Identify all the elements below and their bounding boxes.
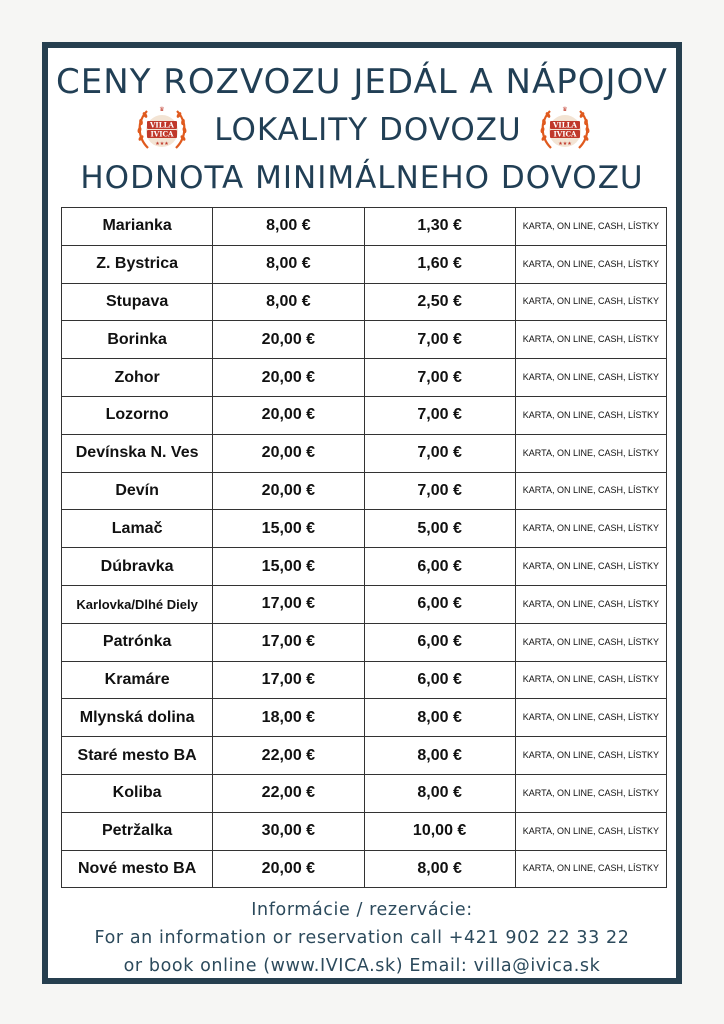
table-row bbox=[62, 510, 667, 548]
location-cell: Devínska N. Ves bbox=[62, 434, 213, 472]
payment-methods-cell: KARTA, ON LINE, CASH, LÍSTKY bbox=[515, 548, 666, 586]
delivery-fee-cell: 6,00 € bbox=[364, 623, 515, 661]
price-sheet bbox=[42, 42, 682, 984]
minimum-order-cell: 20,00 € bbox=[213, 321, 364, 359]
minimum-order-cell: 22,00 € bbox=[213, 737, 364, 775]
location-cell: Marianka bbox=[62, 208, 213, 246]
minimum-order-cell: 30,00 € bbox=[213, 812, 364, 850]
location-cell: Stupava bbox=[62, 283, 213, 321]
delivery-fee-cell: 8,00 € bbox=[364, 850, 515, 888]
payment-methods-cell: KARTA, ON LINE, CASH, LÍSTKY bbox=[515, 434, 666, 472]
payment-methods-cell: KARTA, ON LINE, CASH, LÍSTKY bbox=[515, 208, 666, 246]
payment-methods-cell: KARTA, ON LINE, CASH, LÍSTKY bbox=[515, 737, 666, 775]
title-minimum-order: HODNOTA MINIMÁLNEHO DOVOZU bbox=[80, 160, 644, 196]
table-row bbox=[62, 245, 667, 283]
logo-stars: ★★★ bbox=[558, 141, 572, 147]
minimum-order-cell: 15,00 € bbox=[213, 510, 364, 548]
table-row bbox=[62, 699, 667, 737]
delivery-fee-cell: 7,00 € bbox=[364, 321, 515, 359]
table-row bbox=[62, 661, 667, 699]
payment-methods-cell: KARTA, ON LINE, CASH, LÍSTKY bbox=[515, 472, 666, 510]
minimum-order-cell: 8,00 € bbox=[213, 208, 364, 246]
logo-word-ivica: IVICA bbox=[553, 129, 577, 139]
delivery-price-table bbox=[61, 207, 667, 888]
payment-methods-cell: KARTA, ON LINE, CASH, LÍSTKY bbox=[515, 661, 666, 699]
location-cell: Karlovka/Dlhé Diely bbox=[62, 585, 213, 623]
logo-word-villa: VILLA bbox=[553, 120, 577, 130]
table-row bbox=[62, 434, 667, 472]
table-row bbox=[62, 548, 667, 586]
table-row bbox=[62, 359, 667, 397]
logo-word-villa: VILLA bbox=[150, 120, 174, 130]
payment-methods-cell: KARTA, ON LINE, CASH, LÍSTKY bbox=[515, 283, 666, 321]
delivery-fee-cell: 1,60 € bbox=[364, 245, 515, 283]
table-row bbox=[62, 396, 667, 434]
table-row bbox=[62, 774, 667, 812]
table-row bbox=[62, 850, 667, 888]
delivery-fee-cell: 7,00 € bbox=[364, 359, 515, 397]
location-cell: Devín bbox=[62, 472, 213, 510]
minimum-order-cell: 22,00 € bbox=[213, 774, 364, 812]
minimum-order-cell: 17,00 € bbox=[213, 623, 364, 661]
delivery-fee-cell: 8,00 € bbox=[364, 737, 515, 775]
delivery-fee-cell: 5,00 € bbox=[364, 510, 515, 548]
payment-methods-cell: KARTA, ON LINE, CASH, LÍSTKY bbox=[515, 812, 666, 850]
payment-methods-cell: KARTA, ON LINE, CASH, LÍSTKY bbox=[515, 396, 666, 434]
minimum-order-cell: 8,00 € bbox=[213, 245, 364, 283]
table-row bbox=[62, 737, 667, 775]
title-delivery-prices: CENY ROZVOZU JEDÁL A NÁPOJOV bbox=[56, 62, 668, 102]
minimum-order-cell: 20,00 € bbox=[213, 850, 364, 888]
delivery-fee-cell: 6,00 € bbox=[364, 548, 515, 586]
table-row bbox=[62, 812, 667, 850]
footer-phone-line: For an information or reservation call +421 902 22 33 22 bbox=[94, 928, 630, 948]
minimum-order-cell: 20,00 € bbox=[213, 359, 364, 397]
villa-ivica-logo-left bbox=[135, 104, 189, 158]
villa-ivica-logo-right bbox=[538, 104, 592, 158]
table-row bbox=[62, 208, 667, 246]
delivery-fee-cell: 6,00 € bbox=[364, 585, 515, 623]
minimum-order-cell: 17,00 € bbox=[213, 585, 364, 623]
location-cell: Lamač bbox=[62, 510, 213, 548]
payment-methods-cell: KARTA, ON LINE, CASH, LÍSTKY bbox=[515, 359, 666, 397]
logo-word-ivica: IVICA bbox=[150, 129, 174, 139]
payment-methods-cell: KARTA, ON LINE, CASH, LÍSTKY bbox=[515, 245, 666, 283]
minimum-order-cell: 18,00 € bbox=[213, 699, 364, 737]
location-cell: Borinka bbox=[62, 321, 213, 359]
location-cell: Kramáre bbox=[62, 661, 213, 699]
table-row bbox=[62, 472, 667, 510]
payment-methods-cell: KARTA, ON LINE, CASH, LÍSTKY bbox=[515, 510, 666, 548]
payment-methods-cell: KARTA, ON LINE, CASH, LÍSTKY bbox=[515, 623, 666, 661]
location-cell: Mlynská dolina bbox=[62, 699, 213, 737]
location-cell: Dúbravka bbox=[62, 548, 213, 586]
location-cell: Staré mesto BA bbox=[62, 737, 213, 775]
delivery-fee-cell: 1,30 € bbox=[364, 208, 515, 246]
table-row bbox=[62, 623, 667, 661]
minimum-order-cell: 17,00 € bbox=[213, 661, 364, 699]
minimum-order-cell: 15,00 € bbox=[213, 548, 364, 586]
minimum-order-cell: 8,00 € bbox=[213, 283, 364, 321]
payment-methods-cell: KARTA, ON LINE, CASH, LÍSTKY bbox=[515, 321, 666, 359]
logo-stars: ★★★ bbox=[155, 141, 169, 147]
location-cell: Patrónka bbox=[62, 623, 213, 661]
delivery-fee-cell: 8,00 € bbox=[364, 774, 515, 812]
delivery-fee-cell: 8,00 € bbox=[364, 699, 515, 737]
svg-text:♛: ♛ bbox=[562, 106, 568, 113]
table-row bbox=[62, 283, 667, 321]
delivery-fee-cell: 10,00 € bbox=[364, 812, 515, 850]
table-row bbox=[62, 321, 667, 359]
footer-online-email-line: or book online (www.IVICA.sk) Email: villa@ivica.sk bbox=[123, 956, 601, 976]
table-row bbox=[62, 585, 667, 623]
minimum-order-cell: 20,00 € bbox=[213, 434, 364, 472]
location-cell: Lozorno bbox=[62, 396, 213, 434]
title-delivery-locations: LOKALITY DOVOZU bbox=[214, 112, 522, 148]
location-cell: Zohor bbox=[62, 359, 213, 397]
delivery-fee-cell: 7,00 € bbox=[364, 396, 515, 434]
location-cell: Z. Bystrica bbox=[62, 245, 213, 283]
footer-info-heading: Informácie / rezervácie: bbox=[251, 900, 473, 920]
delivery-fee-cell: 6,00 € bbox=[364, 661, 515, 699]
location-cell: Petržalka bbox=[62, 812, 213, 850]
svg-text:♛: ♛ bbox=[159, 106, 165, 113]
delivery-fee-cell: 7,00 € bbox=[364, 434, 515, 472]
delivery-fee-cell: 2,50 € bbox=[364, 283, 515, 321]
payment-methods-cell: KARTA, ON LINE, CASH, LÍSTKY bbox=[515, 699, 666, 737]
minimum-order-cell: 20,00 € bbox=[213, 396, 364, 434]
payment-methods-cell: KARTA, ON LINE, CASH, LÍSTKY bbox=[515, 850, 666, 888]
payment-methods-cell: KARTA, ON LINE, CASH, LÍSTKY bbox=[515, 774, 666, 812]
payment-methods-cell: KARTA, ON LINE, CASH, LÍSTKY bbox=[515, 585, 666, 623]
location-cell: Nové mesto BA bbox=[62, 850, 213, 888]
location-cell: Koliba bbox=[62, 774, 213, 812]
minimum-order-cell: 20,00 € bbox=[213, 472, 364, 510]
delivery-fee-cell: 7,00 € bbox=[364, 472, 515, 510]
